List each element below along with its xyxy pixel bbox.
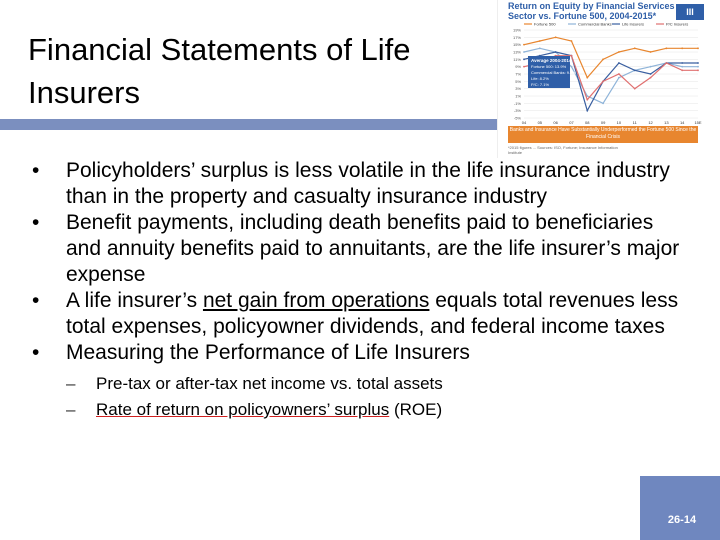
data-point [571,55,573,57]
sub-bullet-text: Pre-tax or after-tax net income vs. total assets [96,374,443,393]
x-tick-label: 14 [679,120,685,125]
y-tick-label: 1% [515,93,521,99]
data-point [555,36,557,38]
data-point [665,62,667,64]
data-point [618,62,620,64]
data-point [523,66,525,68]
data-point [634,69,636,71]
bullet-dot: • [32,341,40,364]
data-point [697,62,699,64]
underlined-term-roe: Rate of return on policyowners’ surplus [96,400,390,419]
x-tick-label: 13 [664,120,669,125]
roe-line-chart [498,0,708,126]
page-number: 26-14 [667,514,697,526]
data-point [602,80,604,82]
data-point [634,47,636,49]
inset-chart [497,0,708,158]
data-point [539,47,541,49]
y-tick-label: 19% [512,27,521,33]
data-point [523,44,525,46]
data-point [650,77,652,79]
inset-chart-banner: Banks and Insurance Have Substantially Underperformed the Fortune 500 Since the Financial Crisis [508,126,698,143]
bullet-dot: • [32,211,40,234]
bullet-text-before: A life insurer’s [66,289,203,312]
average-box-line: Life: 8.2% [531,76,549,81]
data-point [555,51,557,53]
inset-chart-source: *2015 figures ... Sources: ISO, Fortune; Insurance Information Institute [508,145,618,155]
average-box-line: Average 2004-2014 [531,58,572,63]
x-tick-label: 15E [694,120,702,125]
sub-bullet-dash: – [66,374,76,393]
y-tick-label: 17% [512,34,521,40]
data-point [571,66,573,68]
data-point [586,77,588,79]
data-point [586,110,588,112]
data-point [618,51,620,53]
y-tick-label: 5% [515,78,521,84]
data-point [650,73,652,75]
footer-accent-block [640,476,720,540]
bullet-text: Policyholders’ surplus is less volatile in the life insurance industry than in the property and casualty insurance industry [66,159,670,208]
iii-logo: III [676,4,704,20]
data-point [681,69,683,71]
sub-bullet-item [30,397,680,423]
x-tick-label: 09 [600,120,606,125]
sub-bullet-dash: – [66,400,76,419]
data-point [602,58,604,60]
data-point [586,99,588,101]
data-point [681,62,683,64]
bullet-dot: • [32,289,40,312]
data-point [634,88,636,90]
data-point [650,66,652,68]
data-point [650,51,652,53]
x-tick-label: 04 [521,120,527,125]
bullet-dot: • [32,159,40,182]
bullet-item [30,340,680,366]
data-point [681,47,683,49]
x-tick-label: 12 [648,120,653,125]
data-point [618,77,620,79]
y-tick-label: -3% [513,108,521,114]
data-point [602,102,604,104]
slide-title: Financial Statements of Life Insurers [28,32,411,110]
y-tick-label: 7% [515,71,521,77]
sub-bullet-item [30,371,680,397]
y-tick-label: 13% [512,49,521,55]
bullet-item [30,210,680,288]
y-tick-label: 11% [513,56,521,62]
data-point [697,69,699,71]
y-tick-label: -5% [513,115,521,121]
y-tick-label: 9% [515,64,521,70]
x-tick-label: 11 [632,120,637,125]
bullet-list [30,158,680,423]
x-tick-label: 07 [569,120,574,125]
data-point [681,66,683,68]
data-point [697,47,699,49]
data-point [618,73,620,75]
y-tick-label: -1% [513,100,521,106]
data-point [697,66,699,68]
bullet-text-after: equals total revenues less total expenses, policyowner dividends, and federal income taxes [66,289,679,338]
x-tick-label: 10 [616,120,622,125]
bullet-text: Benefit payments, including death benefits paid to beneficiaries and annuity benefits paid to annuitants, are the life insurer’s major expense [66,211,680,286]
legend-label: Commercial Banks [578,21,612,27]
bullet-item [30,158,680,210]
average-box-line: Fortune 500: 13.9% [531,64,567,69]
bullet-text: Measuring the Performance of Life Insurers [66,341,470,364]
data-point [523,51,525,53]
x-tick-label: 08 [585,120,590,125]
data-point [665,47,667,49]
x-tick-label: 05 [537,120,543,125]
data-point [539,40,541,42]
y-tick-label: 15% [512,42,521,48]
bullet-item [30,288,680,340]
inset-chart-title: Return on Equity by Financial Services Sector vs. Fortune 500, 2004-2015* [508,1,675,21]
average-box-line: P/C: 7.1% [531,82,550,87]
legend-label: Life Insurers [622,21,645,27]
y-tick-label: 3% [515,86,521,92]
title-divider-bar [0,119,492,130]
legend-label: P/C Insurers [666,21,689,27]
data-point [571,40,573,42]
average-box-line: Commercial Banks: 9.8% [531,70,576,75]
sub-bullet-text-after: (ROE) [389,400,443,419]
data-point [523,58,525,60]
underlined-term-net-gain: net gain from operations [202,289,430,312]
x-tick-label: 06 [553,120,558,125]
legend-label: Fortune 500 [534,21,556,27]
